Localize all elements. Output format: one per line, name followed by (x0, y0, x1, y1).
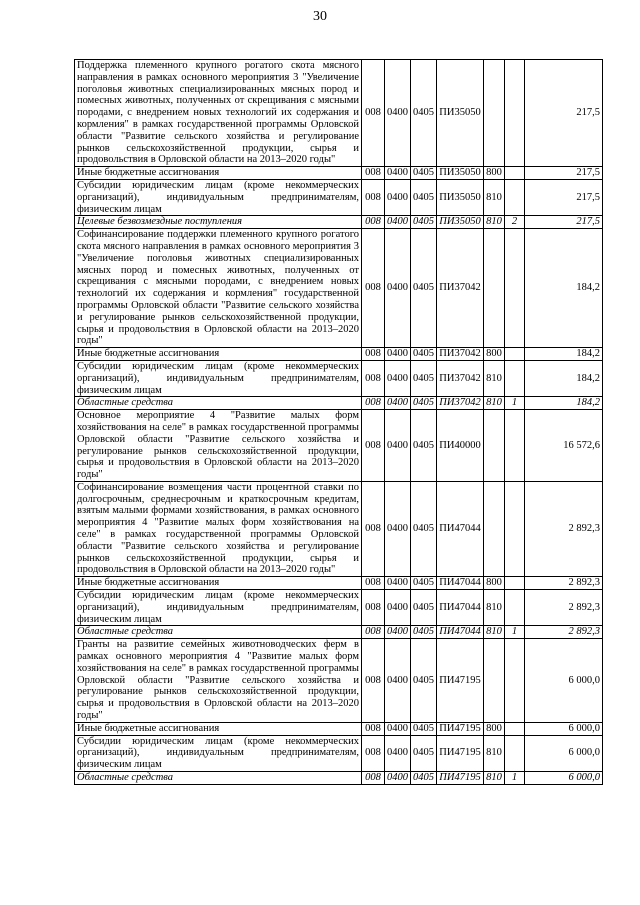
ved-code: 008 (362, 216, 385, 229)
source-code: 1 (505, 397, 525, 410)
vr-code: 810 (484, 397, 505, 410)
ved-code: 008 (362, 639, 385, 723)
source-code (505, 735, 525, 771)
vr-code: 810 (484, 179, 505, 215)
ved-code: 008 (362, 577, 385, 590)
vr-code: 810 (484, 590, 505, 626)
source-code (505, 360, 525, 396)
vr-code (484, 481, 505, 576)
row-description: Иные бюджетные ассигнования (75, 348, 362, 361)
amount: 2 892,3 (525, 590, 603, 626)
row-description: Субсидии юридическим лицам (кроме некоммерческих организаций), индивидуальным предпринимателям, физическим лицам (75, 360, 362, 396)
row-description: Субсидии юридическим лицам (кроме некоммерческих организаций), индивидуальным предпринимателям, физическим лицам (75, 590, 362, 626)
source-code (505, 167, 525, 180)
source-code: 1 (505, 772, 525, 785)
row-description: Областные средства (75, 626, 362, 639)
row-description: Софинансирование возмещения части процентной ставки по долгосрочным, среднесрочным и краткосрочным кредитам, взятым малыми формами хозяйствования, в рамках основного мероприятия 4 "Развитие малых форм хозяйствования на селе" в рамках государственной программы Орловской области "Развитие сельского хозяйства и регулирование рынков сельскохозяйственной продукции, сырья и продовольствия в Орловской области на 2013–2020 годы" (75, 481, 362, 576)
source-code (505, 60, 525, 167)
row-description: Иные бюджетные ассигнования (75, 722, 362, 735)
podrazdel-code: 0405 (411, 167, 437, 180)
table-row (75, 481, 603, 576)
row-description: Софинансирование поддержки племенного крупного рогатого скота мясного направления в рамках основного мероприятия 3 "Увеличение поголовья животных специализированных мясных пород и помесных животных, полученных от скрещивания с мясными породами, с внедрением новых технологий их содержания и кормления" государственной программы Орловской области "Развитие сельского хозяйства и регулирование рынков сельскохозяйственной продукции, сырья и продовольствия в Орловской области на 2013–2020 годы" (75, 229, 362, 348)
ved-code: 008 (362, 397, 385, 410)
source-code (505, 229, 525, 348)
vr-code: 810 (484, 735, 505, 771)
source-code: 1 (505, 626, 525, 639)
podrazdel-code: 0405 (411, 577, 437, 590)
razdel-code: 0400 (385, 410, 411, 482)
ved-code: 008 (362, 348, 385, 361)
podrazdel-code: 0405 (411, 410, 437, 482)
podrazdel-code: 0405 (411, 348, 437, 361)
row-description: Основное мероприятие 4 "Развитие малых форм хозяйствования на селе" в рамках государственной программы Орловской области "Развитие сельского хозяйства и регулирование рынков сельскохозяйственной продукции, сырья и продовольствия в Орловской области на 2013–2020 годы" (75, 410, 362, 482)
amount: 217,5 (525, 216, 603, 229)
podrazdel-code: 0405 (411, 772, 437, 785)
razdel-code: 0400 (385, 481, 411, 576)
amount: 184,2 (525, 360, 603, 396)
vr-code (484, 639, 505, 723)
razdel-code: 0400 (385, 735, 411, 771)
table-row (75, 179, 603, 215)
razdel-code: 0400 (385, 60, 411, 167)
razdel-code: 0400 (385, 167, 411, 180)
vr-code (484, 229, 505, 348)
amount: 184,2 (525, 348, 603, 361)
row-description: Областные средства (75, 772, 362, 785)
amount: 2 892,3 (525, 481, 603, 576)
amount: 217,5 (525, 60, 603, 167)
table-row (75, 410, 603, 482)
row-description: Поддержка племенного крупного рогатого скота мясного направления в рамках основного мероприятия 3 "Увеличение поголовья животных специализированных мясных пород и помесных животных, полученных от скрещивания с мясными породами, с внедрением новых технологий их содержания и кормления" в рамках государственной программы Орловской области "Развитие сельского хозяйства и регулирование рынков сельскохозяйственной продукции, сырья и продовольствия в Орловской области на 2013–2020 годы" (75, 60, 362, 167)
vr-code: 800 (484, 722, 505, 735)
vr-code (484, 60, 505, 167)
source-code (505, 410, 525, 482)
razdel-code: 0400 (385, 626, 411, 639)
podrazdel-code: 0405 (411, 179, 437, 215)
razdel-code: 0400 (385, 590, 411, 626)
ved-code: 008 (362, 167, 385, 180)
table-row (75, 216, 603, 229)
budget-table (74, 59, 603, 785)
source-code (505, 639, 525, 723)
source-code: 2 (505, 216, 525, 229)
podrazdel-code: 0405 (411, 639, 437, 723)
ved-code: 008 (362, 626, 385, 639)
podrazdel-code: 0405 (411, 735, 437, 771)
row-description: Областные средства (75, 397, 362, 410)
podrazdel-code: 0405 (411, 397, 437, 410)
amount: 16 572,6 (525, 410, 603, 482)
csr-code: ПИ47195 (437, 772, 484, 785)
table-row (75, 590, 603, 626)
table-row (75, 577, 603, 590)
csr-code: ПИ47044 (437, 577, 484, 590)
vr-code (484, 410, 505, 482)
vr-code: 810 (484, 626, 505, 639)
razdel-code: 0400 (385, 348, 411, 361)
csr-code: ПИ40000 (437, 410, 484, 482)
razdel-code: 0400 (385, 229, 411, 348)
table-row (75, 229, 603, 348)
amount: 6 000,0 (525, 639, 603, 723)
podrazdel-code: 0405 (411, 722, 437, 735)
razdel-code: 0400 (385, 397, 411, 410)
amount: 6 000,0 (525, 735, 603, 771)
csr-code: ПИ35050 (437, 167, 484, 180)
vr-code: 800 (484, 577, 505, 590)
source-code (505, 179, 525, 215)
row-description: Гранты на развитие семейных животноводческих ферм в рамках основного мероприятия 4 "Развитие малых форм хозяйствования на селе" в рамках государственной программы Орловской области "Развитие сельского хозяйства и регулирование рынков сельскохозяйственной продукции, сырья и продовольствия в Орловской области на 2013–2020 годы" (75, 639, 362, 723)
table-row (75, 626, 603, 639)
razdel-code: 0400 (385, 179, 411, 215)
ved-code: 008 (362, 229, 385, 348)
table-row (75, 348, 603, 361)
source-code (505, 481, 525, 576)
podrazdel-code: 0405 (411, 60, 437, 167)
podrazdel-code: 0405 (411, 216, 437, 229)
source-code (505, 348, 525, 361)
ved-code: 008 (362, 772, 385, 785)
csr-code: ПИ37042 (437, 397, 484, 410)
podrazdel-code: 0405 (411, 481, 437, 576)
razdel-code: 0400 (385, 216, 411, 229)
vr-code: 800 (484, 348, 505, 361)
source-code (505, 722, 525, 735)
ved-code: 008 (362, 481, 385, 576)
table-row (75, 60, 603, 167)
ved-code: 008 (362, 60, 385, 167)
source-code (505, 577, 525, 590)
table-row (75, 639, 603, 723)
ved-code: 008 (362, 179, 385, 215)
amount: 6 000,0 (525, 772, 603, 785)
ved-code: 008 (362, 410, 385, 482)
razdel-code: 0400 (385, 360, 411, 396)
table-row (75, 772, 603, 785)
ved-code: 008 (362, 360, 385, 396)
amount: 2 892,3 (525, 626, 603, 639)
razdel-code: 0400 (385, 577, 411, 590)
page-number: 30 (313, 9, 327, 24)
vr-code: 810 (484, 216, 505, 229)
amount: 6 000,0 (525, 722, 603, 735)
table-row (75, 167, 603, 180)
vr-code: 800 (484, 167, 505, 180)
table-row (75, 360, 603, 396)
amount: 217,5 (525, 167, 603, 180)
vr-code: 810 (484, 772, 505, 785)
csr-code: ПИ47195 (437, 639, 484, 723)
amount: 217,5 (525, 179, 603, 215)
row-description: Субсидии юридическим лицам (кроме некоммерческих организаций), индивидуальным предпринимателям, физическим лицам (75, 179, 362, 215)
razdel-code: 0400 (385, 722, 411, 735)
csr-code: ПИ47044 (437, 481, 484, 576)
csr-code: ПИ35050 (437, 60, 484, 167)
csr-code: ПИ47195 (437, 735, 484, 771)
podrazdel-code: 0405 (411, 360, 437, 396)
ved-code: 008 (362, 722, 385, 735)
csr-code: ПИ37042 (437, 229, 484, 348)
csr-code: ПИ47044 (437, 626, 484, 639)
csr-code: ПИ37042 (437, 360, 484, 396)
source-code (505, 590, 525, 626)
podrazdel-code: 0405 (411, 590, 437, 626)
csr-code: ПИ35050 (437, 216, 484, 229)
row-description: Иные бюджетные ассигнования (75, 577, 362, 590)
amount: 184,2 (525, 397, 603, 410)
csr-code: ПИ47044 (437, 590, 484, 626)
ved-code: 008 (362, 735, 385, 771)
table-row (75, 397, 603, 410)
row-description: Иные бюджетные ассигнования (75, 167, 362, 180)
podrazdel-code: 0405 (411, 626, 437, 639)
csr-code: ПИ35050 (437, 179, 484, 215)
row-description: Субсидии юридическим лицам (кроме некоммерческих организаций), индивидуальным предпринимателям, физическим лицам (75, 735, 362, 771)
row-description: Целевые безвозмездные поступления (75, 216, 362, 229)
razdel-code: 0400 (385, 772, 411, 785)
ved-code: 008 (362, 590, 385, 626)
csr-code: ПИ47195 (437, 722, 484, 735)
table-row (75, 735, 603, 771)
amount: 2 892,3 (525, 577, 603, 590)
table-row (75, 722, 603, 735)
razdel-code: 0400 (385, 639, 411, 723)
podrazdel-code: 0405 (411, 229, 437, 348)
csr-code: ПИ37042 (437, 348, 484, 361)
vr-code: 810 (484, 360, 505, 396)
amount: 184,2 (525, 229, 603, 348)
